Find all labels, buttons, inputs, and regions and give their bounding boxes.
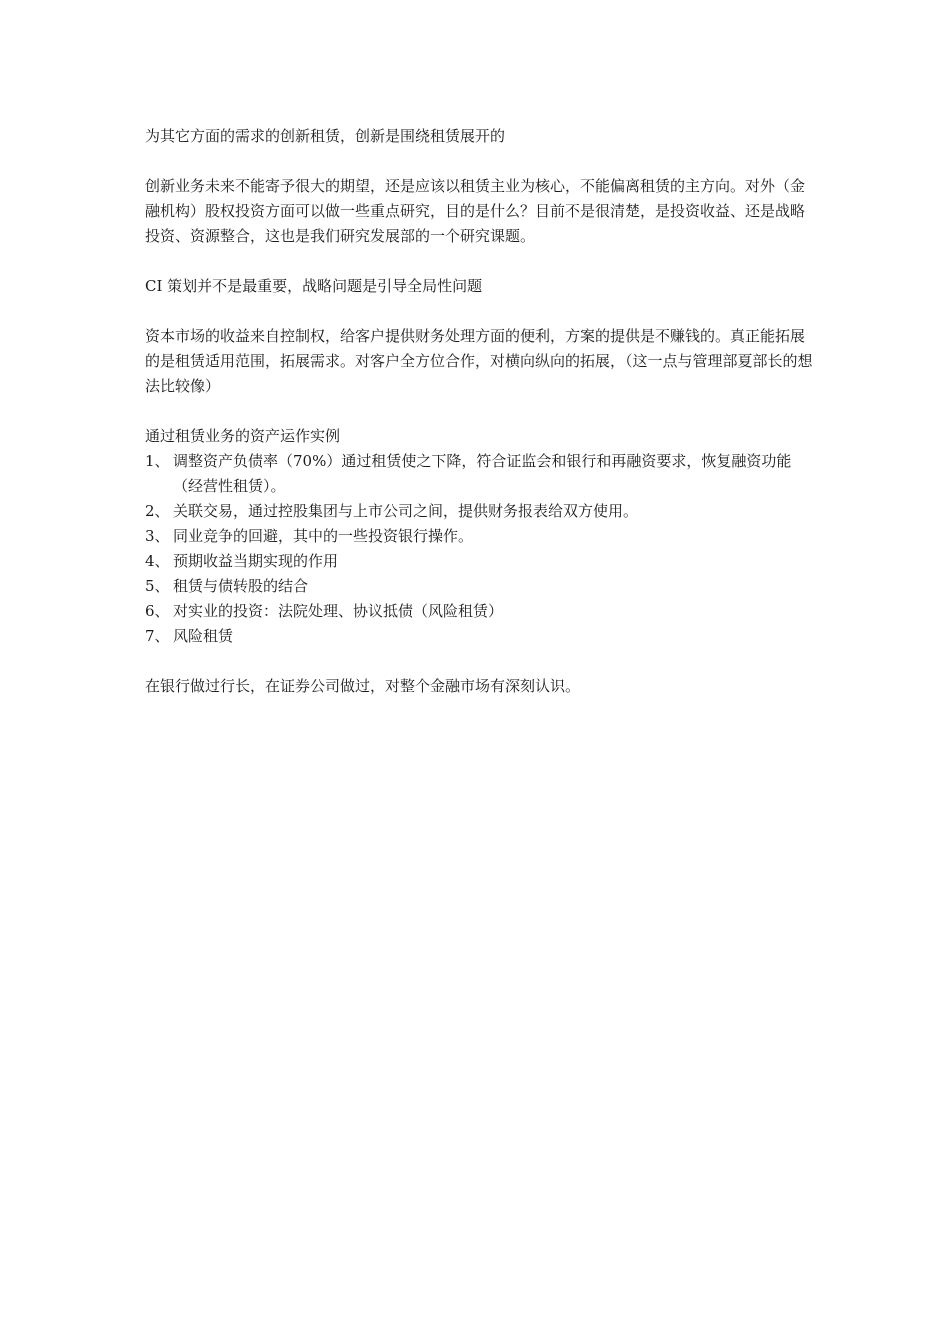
list-item (145, 549, 815, 574)
paragraph-innovation-business: 创新业务未来不能寄予很大的期望，还是应该以租赁主业为核心，不能偏离租赁的主方向。对外（金融机构）股权投资方面可以做一些重点研究，目的是什么？目前不是很清楚，是投资收益、还是战略投资、资源整合，这也是我们研究发展部的一个研究课题。 (145, 177, 806, 245)
list-item (145, 524, 815, 549)
list-item-number: 5、 (145, 577, 170, 595)
list-item-number: 4、 (145, 552, 170, 570)
paragraph-experience: 在银行做过行长，在证券公司做过，对整个金融市场有深刻认识。 (145, 677, 581, 695)
list-item-number: 3、 (145, 527, 170, 545)
paragraph-gap (145, 649, 815, 674)
list-item-text: 预期收益当期实现的作用 (173, 552, 339, 570)
paragraph-capital-market: 资本市场的收益来自控制权，给客户提供财务处理方面的便利，方案的提供是不赚钱的。真正能拓展的是租赁适用范围，拓展需求。对客户全方位合作，对横向纵向的拓展，（这一点与管理部夏部长的想法比较像） (145, 327, 813, 395)
list-item-number: 7、 (145, 627, 170, 645)
document-page (145, 124, 815, 699)
numbered-list (145, 449, 815, 649)
list-item-number: 1、 (145, 452, 170, 470)
list-item (145, 449, 815, 499)
paragraph-gap (145, 299, 815, 324)
list-item-text: 对实业的投资：法院处理、协议抵债（风险租赁） (173, 602, 504, 620)
list-item (145, 624, 815, 649)
paragraph-innovation-leasing: 为其它方面的需求的创新租赁，创新是围绕租赁展开的 (145, 127, 506, 145)
paragraph-gap (145, 399, 815, 424)
list-item-text: 同业竞争的回避，其中的一些投资银行操作。 (173, 527, 474, 545)
list-item-number: 2、 (145, 502, 170, 520)
list-item-text: 关联交易，通过控股集团与上市公司之间，提供财务报表给双方使用。 (173, 502, 639, 520)
paragraph-gap (145, 149, 815, 174)
list-item-text: 风险租赁 (173, 627, 234, 645)
paragraph-gap (145, 249, 815, 274)
list-item (145, 499, 815, 524)
list-item-text: 调整资产负债率（70%）通过租赁使之下降，符合证监会和银行和再融资要求，恢复融资功能（经营性租赁）。 (173, 452, 792, 495)
list-item-text: 租赁与债转股的结合 (173, 577, 309, 595)
list-heading: 通过租赁业务的资产运作实例 (145, 427, 341, 445)
list-item (145, 574, 815, 599)
list-item-number: 6、 (145, 602, 170, 620)
list-item (145, 599, 815, 624)
paragraph-ci-planning: CI 策划并不是最重要，战略问题是引导全局性问题 (145, 277, 483, 295)
